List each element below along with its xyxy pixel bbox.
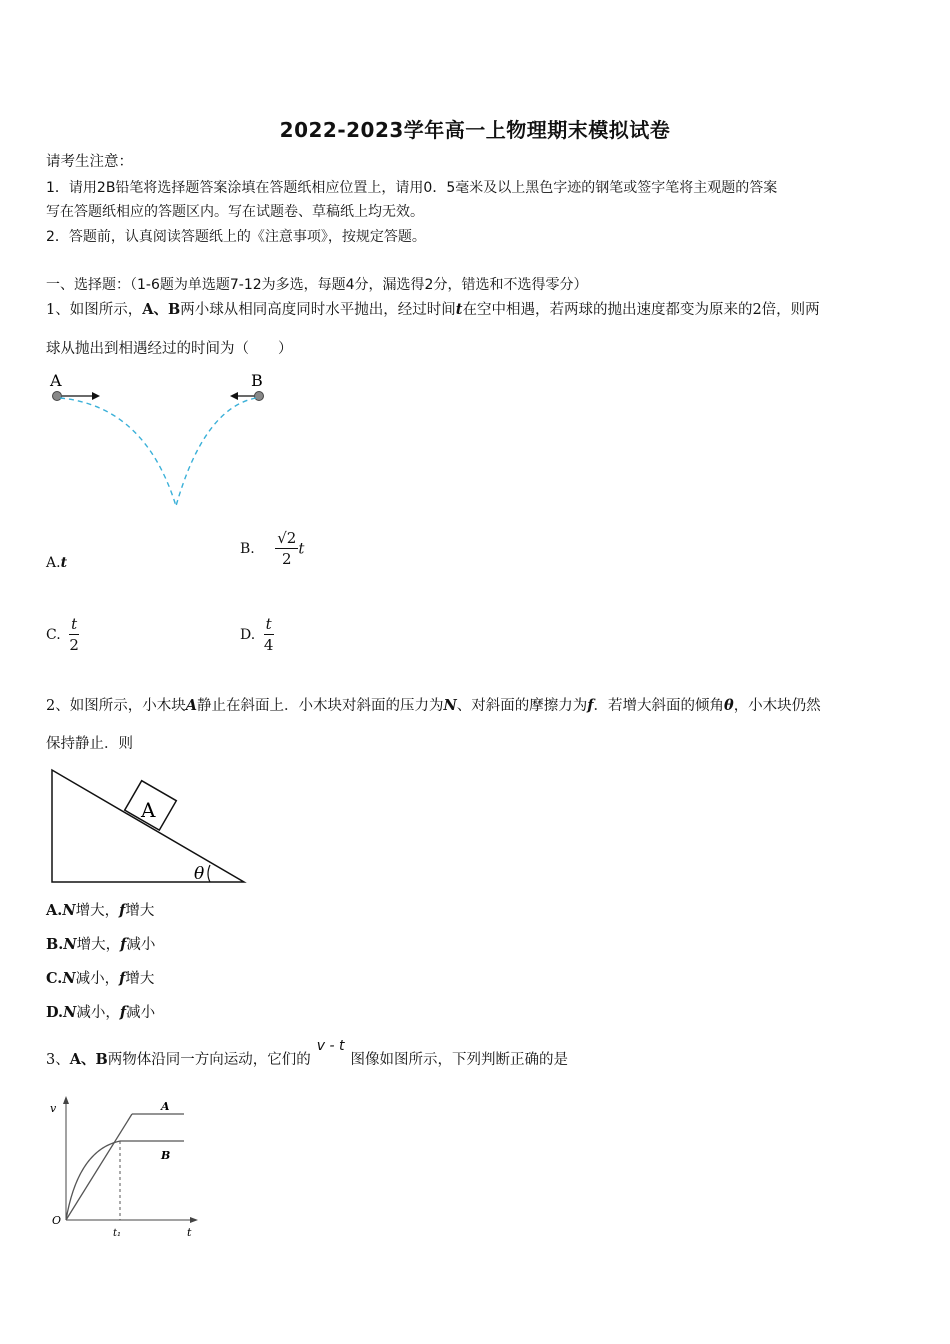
q1-stem-line-2: 球从抛出到相遇经过的时间为（ ）	[46, 341, 293, 357]
option-label: A.	[46, 902, 63, 919]
q1-fig-label-a: A	[50, 371, 62, 390]
q1-option-a[interactable]	[46, 555, 67, 571]
q2-stem-line-2: 保持静止．则	[46, 736, 133, 752]
q2-option-a[interactable]	[46, 901, 154, 921]
option-text: 减小	[126, 1005, 156, 1021]
option-text: 减小，	[75, 971, 120, 987]
q1-text: 两小球从相同高度同时水平抛出，经过时间	[180, 302, 456, 318]
option-n: N	[63, 1004, 77, 1021]
option-n: N	[63, 936, 77, 953]
series-b-label: B	[161, 1149, 171, 1162]
option-label: A.	[46, 555, 61, 571]
q2-option-b[interactable]	[46, 935, 155, 955]
option-text: 减小，	[76, 1005, 120, 1021]
q2-incline-figure	[44, 762, 254, 890]
q3-stem	[46, 1038, 568, 1070]
arrow-a-head	[92, 392, 100, 400]
option-fraction	[69, 614, 79, 655]
option-n: N	[62, 970, 76, 987]
block-a-label: A	[141, 798, 156, 822]
notice-line-1a: 1．请用2B铅笔将选择题答案涂填在答题纸相应位置上，请用0．5毫米及以上黑色字迹的钢笔或签字笔将主观题的答案	[46, 180, 778, 196]
q1-t: t	[455, 301, 463, 318]
q2-text: 静止在斜面上．小木块对斜面的压力为	[197, 698, 444, 714]
trajectory-a	[60, 398, 176, 506]
option-text: 增大，	[76, 937, 121, 953]
q2-var-n: N	[443, 697, 457, 714]
y-axis-arrow	[63, 1096, 69, 1104]
fraction-denominator: 4	[263, 636, 274, 654]
q2-stem-line-1	[46, 696, 821, 716]
angle-theta-label: θ	[194, 864, 205, 884]
option-text: 减小	[126, 937, 156, 953]
option-label: C.	[46, 626, 61, 643]
q3-vt-graph	[44, 1094, 204, 1244]
option-label: D.	[240, 626, 256, 643]
q1-text: 1、如图所示，	[46, 302, 143, 318]
ball-b	[255, 392, 264, 401]
q1-stem-line-1	[46, 300, 820, 320]
option-text: 增大	[125, 903, 155, 919]
option-f: f	[119, 902, 126, 919]
q1-option-c[interactable]	[46, 614, 79, 655]
q1-option-b[interactable]	[240, 528, 304, 569]
fraction-numerator: √2	[277, 529, 297, 547]
option-label: B.	[46, 936, 64, 953]
q2-var-f: f	[587, 697, 594, 714]
option-label: C.	[46, 970, 63, 987]
series-a-label: A	[161, 1100, 170, 1113]
x-axis-arrow	[190, 1217, 198, 1223]
page-title: 2022-2023学年高一上物理期末模拟试卷	[279, 118, 671, 142]
option-fraction	[275, 528, 298, 569]
fraction-numerator: t	[265, 615, 272, 633]
option-value: t	[60, 555, 68, 571]
fraction-denominator: 2	[69, 636, 79, 654]
option-label: B.	[240, 540, 255, 557]
line-a-rise	[66, 1114, 132, 1220]
q2-text: ，小木块仍然	[733, 698, 821, 714]
option-text: 增大，	[75, 903, 120, 919]
q3-ab: A、B	[69, 1051, 108, 1068]
q2-option-c[interactable]	[46, 969, 154, 989]
q2-var-theta: θ	[724, 697, 734, 714]
q1-ab: A、B	[142, 301, 181, 318]
q2-text: 2、如图所示，小木块	[46, 698, 186, 714]
fraction-numerator: t	[71, 615, 78, 633]
axis-v-label: v	[50, 1102, 57, 1115]
angle-arc	[208, 865, 210, 882]
notice-line-1b: 写在答题纸相应的答题区内。写在试题卷、草稿纸上均无效。	[46, 204, 424, 220]
option-f: f	[119, 1004, 127, 1021]
t1-label: t₁	[113, 1228, 122, 1239]
trajectory-b	[176, 398, 256, 506]
q2-text: ．若增大斜面的倾角	[593, 698, 725, 714]
option-label: D.	[46, 1004, 64, 1021]
option-n: N	[62, 902, 76, 919]
q2-var-a: A	[185, 697, 197, 714]
option-t: t	[298, 539, 305, 558]
option-f: f	[119, 970, 126, 987]
ball-a	[53, 392, 62, 401]
origin-label: O	[52, 1214, 62, 1227]
fraction-denominator: 2	[281, 550, 292, 568]
q3-vt: v - t	[316, 1038, 345, 1054]
q3-text: 3、	[46, 1052, 70, 1068]
q1-projectile-figure	[40, 368, 280, 518]
q1-fig-label-b: B	[251, 371, 263, 390]
q3-text: 图像如图所示，下列判断正确的是	[350, 1052, 568, 1068]
section-heading: 一、选择题：（1-6题为单选题7-12为多选，每题4分，漏选得2分，错选和不选得零分）	[46, 277, 588, 293]
notice-line-2: 2．答题前，认真阅读答题纸上的《注意事项》，按规定答题。	[46, 229, 426, 245]
arrow-b-head	[230, 392, 238, 400]
q3-text: 两物体沿同一方向运动，它们的	[107, 1052, 311, 1068]
q1-option-d[interactable]	[240, 614, 274, 655]
q2-option-d[interactable]	[46, 1003, 155, 1023]
option-fraction	[264, 614, 274, 655]
q1-text: 在空中相遇，若两球的抛出速度都变为原来的2倍，则两	[462, 302, 820, 318]
option-f: f	[120, 936, 127, 953]
option-text: 增大	[125, 971, 155, 987]
axis-t-label: t	[187, 1226, 192, 1239]
q2-text: 、对斜面的摩擦力为	[456, 698, 588, 714]
notice-heading: 请考生注意：	[46, 154, 133, 170]
